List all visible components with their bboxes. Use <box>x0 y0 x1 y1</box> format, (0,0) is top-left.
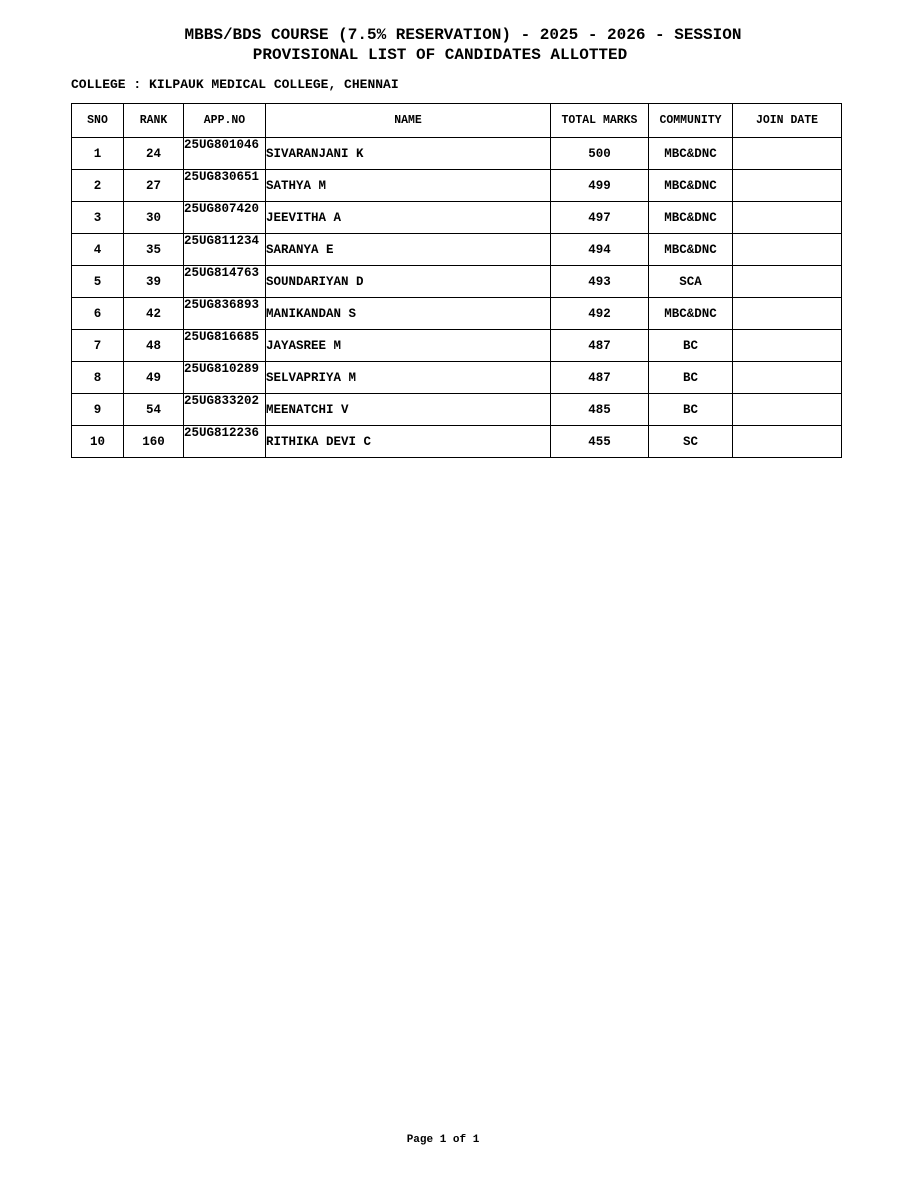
cell-total-marks: 487 <box>551 330 649 362</box>
cell-app-no: 25UG816685 <box>184 330 266 362</box>
document-subtitle: PROVISIONAL LIST OF CANDIDATES ALLOTTED <box>252 46 628 64</box>
cell-community: BC <box>649 330 733 362</box>
cell-name: JAYASREE M <box>266 330 551 362</box>
cell-name: RITHIKA DEVI C <box>266 426 551 458</box>
cell-name: SOUNDARIYAN D <box>266 266 551 298</box>
cell-name: MANIKANDAN S <box>266 298 551 330</box>
cell-app-no: 25UG836893 <box>184 298 266 330</box>
cell-rank: 39 <box>124 266 184 298</box>
table-row <box>72 138 842 170</box>
table-row <box>72 330 842 362</box>
column-header-rank: RANK <box>124 104 184 138</box>
cell-sno: 1 <box>72 138 124 170</box>
cell-community: BC <box>649 362 733 394</box>
column-header-app-no: APP.NO <box>184 104 266 138</box>
cell-sno: 10 <box>72 426 124 458</box>
table-row <box>72 362 842 394</box>
college-name: COLLEGE : KILPAUK MEDICAL COLLEGE, CHENNAI <box>71 77 399 92</box>
cell-sno: 8 <box>72 362 124 394</box>
cell-rank: 27 <box>124 170 184 202</box>
cell-name: JEEVITHA A <box>266 202 551 234</box>
document-title: MBBS/BDS COURSE (7.5% RESERVATION) - 2025 - 2026 - SESSION <box>184 26 742 44</box>
cell-rank: 30 <box>124 202 184 234</box>
cell-total-marks: 492 <box>551 298 649 330</box>
cell-join-date <box>733 234 842 266</box>
cell-join-date <box>733 138 842 170</box>
cell-total-marks: 499 <box>551 170 649 202</box>
cell-total-marks: 455 <box>551 426 649 458</box>
cell-name: MEENATCHI V <box>266 394 551 426</box>
cell-app-no: 25UG812236 <box>184 426 266 458</box>
cell-community: MBC&DNC <box>649 138 733 170</box>
cell-community: SC <box>649 426 733 458</box>
cell-name: SIVARANJANI K <box>266 138 551 170</box>
cell-community: MBC&DNC <box>649 202 733 234</box>
cell-join-date <box>733 426 842 458</box>
cell-app-no: 25UG801046 <box>184 138 266 170</box>
cell-join-date <box>733 298 842 330</box>
cell-sno: 6 <box>72 298 124 330</box>
cell-sno: 5 <box>72 266 124 298</box>
cell-join-date <box>733 330 842 362</box>
cell-community: BC <box>649 394 733 426</box>
cell-total-marks: 485 <box>551 394 649 426</box>
cell-rank: 35 <box>124 234 184 266</box>
cell-rank: 42 <box>124 298 184 330</box>
cell-rank: 54 <box>124 394 184 426</box>
cell-join-date <box>733 394 842 426</box>
table-row <box>72 170 842 202</box>
cell-total-marks: 487 <box>551 362 649 394</box>
cell-sno: 9 <box>72 394 124 426</box>
table-row <box>72 202 842 234</box>
cell-join-date <box>733 202 842 234</box>
cell-rank: 49 <box>124 362 184 394</box>
cell-sno: 3 <box>72 202 124 234</box>
page-number: Page 1 of 1 <box>406 1134 480 1146</box>
column-header-sno: SNO <box>72 104 124 138</box>
cell-total-marks: 497 <box>551 202 649 234</box>
column-header-community: COMMUNITY <box>649 104 733 138</box>
table-row <box>72 394 842 426</box>
table-row <box>72 298 842 330</box>
cell-sno: 2 <box>72 170 124 202</box>
cell-sno: 7 <box>72 330 124 362</box>
cell-app-no: 25UG810289 <box>184 362 266 394</box>
cell-community: MBC&DNC <box>649 298 733 330</box>
cell-name: SELVAPRIYA M <box>266 362 551 394</box>
column-header-join-date: JOIN DATE <box>733 104 842 138</box>
cell-name: SATHYA M <box>266 170 551 202</box>
cell-community: MBC&DNC <box>649 234 733 266</box>
candidates-table <box>71 103 842 458</box>
cell-app-no: 25UG811234 <box>184 234 266 266</box>
cell-join-date <box>733 362 842 394</box>
cell-join-date <box>733 266 842 298</box>
column-header-name: NAME <box>266 104 551 138</box>
cell-total-marks: 493 <box>551 266 649 298</box>
column-header-total-marks: TOTAL MARKS <box>551 104 649 138</box>
cell-rank: 48 <box>124 330 184 362</box>
cell-total-marks: 494 <box>551 234 649 266</box>
cell-rank: 24 <box>124 138 184 170</box>
cell-community: SCA <box>649 266 733 298</box>
table-row <box>72 234 842 266</box>
cell-community: MBC&DNC <box>649 170 733 202</box>
table-row <box>72 426 842 458</box>
table-row <box>72 266 842 298</box>
cell-total-marks: 500 <box>551 138 649 170</box>
cell-app-no: 25UG814763 <box>184 266 266 298</box>
cell-app-no: 25UG833202 <box>184 394 266 426</box>
table-header-row <box>72 104 842 138</box>
cell-sno: 4 <box>72 234 124 266</box>
cell-app-no: 25UG830651 <box>184 170 266 202</box>
cell-join-date <box>733 170 842 202</box>
cell-rank: 160 <box>124 426 184 458</box>
cell-app-no: 25UG807420 <box>184 202 266 234</box>
cell-name: SARANYA E <box>266 234 551 266</box>
